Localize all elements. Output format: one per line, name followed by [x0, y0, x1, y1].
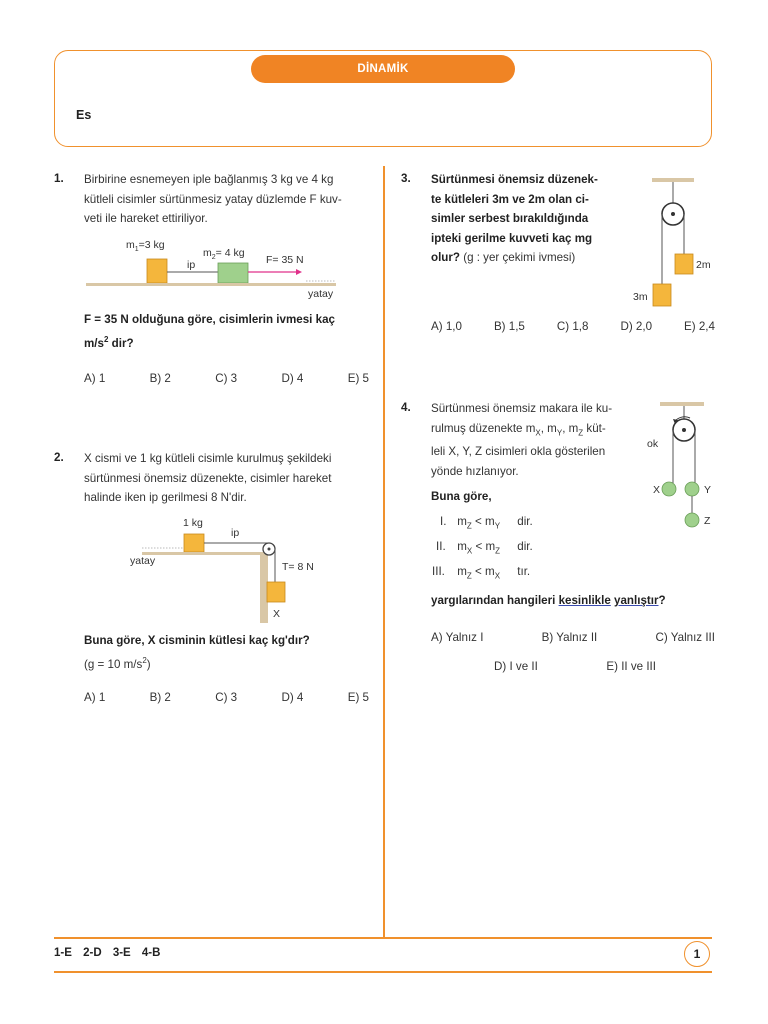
q1-surface	[86, 283, 336, 286]
q1-text-line: kütleli cisimler sürtünmesiz yatay düzlemde F kuv-	[84, 192, 342, 206]
q2-choices	[84, 691, 369, 704]
q4-figure	[642, 398, 718, 536]
q4-ball-z	[685, 513, 699, 527]
q1-question-line: $m/s^2$ dir?	[84, 334, 134, 350]
q3-choice-a[interactable]: A) 1,0	[431, 320, 462, 333]
q3-text-line: olur? (g : yer çekimi ivmesi)	[431, 251, 576, 264]
q4-choice-d[interactable]: D) I ve II	[494, 660, 538, 673]
q4-statement-1: I. $m_Z < m_Y$ dir.	[440, 515, 533, 531]
q2-text-line: sürtünmesi önemsiz düzenekte, cisimler hareket	[84, 471, 332, 485]
q2-block-x	[267, 582, 285, 602]
q2-text	[84, 449, 376, 508]
footer-bottom-rule	[54, 971, 712, 973]
q3-label-3m: 3m	[633, 291, 648, 303]
q2-figure	[126, 514, 366, 626]
q3-text-line: simler serbest bırakıldığında	[431, 212, 589, 225]
q4-text-line: leli X, Y, Z cisimleri okla gösterilen	[431, 445, 606, 459]
q3-pulley-axle	[671, 212, 675, 216]
q4-text-line: rulmuş düzenekte $m_X$, $m_Y$, $m_Z$ küt-	[431, 421, 606, 437]
q4-pulley-axle	[682, 428, 686, 432]
q4-z-label: Z	[704, 515, 711, 527]
q2-number: 2.	[54, 451, 64, 464]
q1-text-line: veti ile hareket ettiriliyor.	[84, 212, 208, 225]
q4-text-line: yönde hızlanıyor.	[431, 464, 519, 478]
q4-x-label: X	[653, 484, 661, 496]
q2-surface-label: yatay	[130, 555, 156, 567]
q1-choice-a[interactable]: A) 1	[84, 372, 106, 385]
footer-top-rule	[54, 937, 712, 939]
q4-statement-3: III. $m_Z < m_X$ tır.	[432, 565, 531, 581]
q4-ball-x	[662, 482, 676, 496]
q1-choice-d[interactable]: D) 4	[281, 372, 304, 385]
q4-choices-row2	[494, 660, 656, 673]
q1-question	[84, 310, 376, 353]
q2-rope-label: ip	[231, 527, 240, 539]
q3-block-2m	[675, 254, 693, 274]
q2-choice-a[interactable]: A) 1	[84, 691, 106, 704]
header-subtitle: Es	[76, 108, 92, 122]
q2-question-line: Buna göre, X cisminin kütlesi kaç kg'dır?	[84, 634, 310, 647]
q3-choice-b[interactable]: B) 1,5	[493, 320, 525, 333]
q4-choice-b[interactable]: B) Yalnız II	[541, 631, 598, 644]
q4-choice-e[interactable]: E) II ve III	[606, 660, 656, 673]
q1-text-line: Birbirine esnemeyen iple bağlanmış 3 kg ve 4 kg	[84, 173, 334, 186]
q3-text	[431, 170, 627, 268]
q1-m1-label: $m_1=3$ kg	[126, 239, 165, 253]
q4-choice-c[interactable]: C) Yalnız III	[655, 631, 715, 644]
q4-closing: yargılarından hangileri kesinlikle yanlıştır?	[431, 594, 666, 607]
q3-choice-d[interactable]: D) 2,0	[620, 320, 653, 333]
q3-text-line: ipteki gerilme kuvveti kaç mg	[431, 231, 593, 245]
q1-surface-label: yatay	[308, 288, 334, 300]
q2-g-note: (g = 10 $m/s^2$)	[84, 655, 151, 671]
q4-arrow-label: ok	[647, 438, 659, 450]
column-divider	[383, 166, 385, 938]
q2-table-top	[142, 552, 268, 555]
q2-x-label: X	[273, 608, 281, 620]
q3-block-3m	[653, 284, 671, 306]
q4-text	[431, 399, 641, 481]
q3-number: 3.	[401, 172, 411, 185]
q4-ball-y	[685, 482, 699, 496]
q3-choice-e[interactable]: E) 2,4	[684, 320, 715, 333]
q1-block-m1	[147, 259, 167, 283]
q1-figure	[80, 232, 350, 302]
q2-choice-c[interactable]: C) 3	[215, 691, 238, 704]
q2-choice-b[interactable]: B) 2	[149, 691, 171, 704]
q4-number: 4.	[401, 401, 411, 414]
q2-choice-d[interactable]: D) 4	[281, 691, 304, 704]
q4-choices-row1	[431, 631, 715, 644]
q1-choice-e[interactable]: E) 5	[347, 372, 369, 385]
q3-text-line: Sürtünmesi önemsiz düzenek-	[431, 173, 598, 186]
q3-ceiling	[652, 178, 694, 182]
q1-arrowhead-icon	[296, 269, 302, 275]
q1-choices	[84, 372, 369, 385]
q1-number: 1.	[54, 172, 64, 185]
q1-choice-b[interactable]: B) 2	[149, 372, 171, 385]
q1-text	[84, 170, 376, 229]
q4-choice-a[interactable]: A) Yalnız I	[431, 631, 484, 644]
q4-statement-2: II. $m_X < m_Z$ dir.	[436, 540, 533, 556]
q2-question	[84, 631, 376, 674]
q3-choice-c[interactable]: C) 1,8	[556, 320, 589, 333]
q2-text-line: halinde iken ip gerilmesi 8 N'dir.	[84, 491, 247, 504]
q1-block-m2	[218, 263, 248, 283]
q3-choices	[431, 320, 715, 333]
q4-text-line: Sürtünmesi önemsiz makara ile ku-	[431, 402, 613, 415]
answer-key: 1-E 2-D 3-E 4-B	[54, 947, 161, 959]
q2-tension-label: T= 8 N	[282, 561, 314, 573]
q2-block-1kg	[184, 534, 204, 552]
q2-mass-label: 1 kg	[183, 517, 203, 529]
q1-rope-label: ip	[187, 259, 196, 271]
q1-force-label: F= 35 N	[266, 254, 304, 266]
q4-y-label: Y	[704, 484, 712, 496]
q2-pulley-axle	[268, 548, 271, 551]
q3-figure	[628, 174, 722, 314]
q3-label-2m: 2m	[696, 259, 711, 271]
q4-ceiling	[660, 402, 704, 406]
q1-choice-c[interactable]: C) 3	[215, 372, 238, 385]
page-title: DİNAMİK	[251, 55, 515, 83]
page-number: 1	[684, 941, 710, 967]
q1-m2-label: $m_2= 4$ kg	[203, 247, 245, 261]
q2-text-line: X cismi ve 1 kg kütleli cisimle kurulmuş şekildeki	[84, 452, 332, 465]
q3-text-line: te kütleleri 3m ve 2m olan ci-	[431, 192, 589, 206]
q1-question-line: F = 35 N olduğuna göre, cisimlerin ivmesi kaç	[84, 313, 335, 326]
q4-buna: Buna göre,	[431, 490, 492, 503]
q2-choice-e[interactable]: E) 5	[347, 691, 369, 704]
